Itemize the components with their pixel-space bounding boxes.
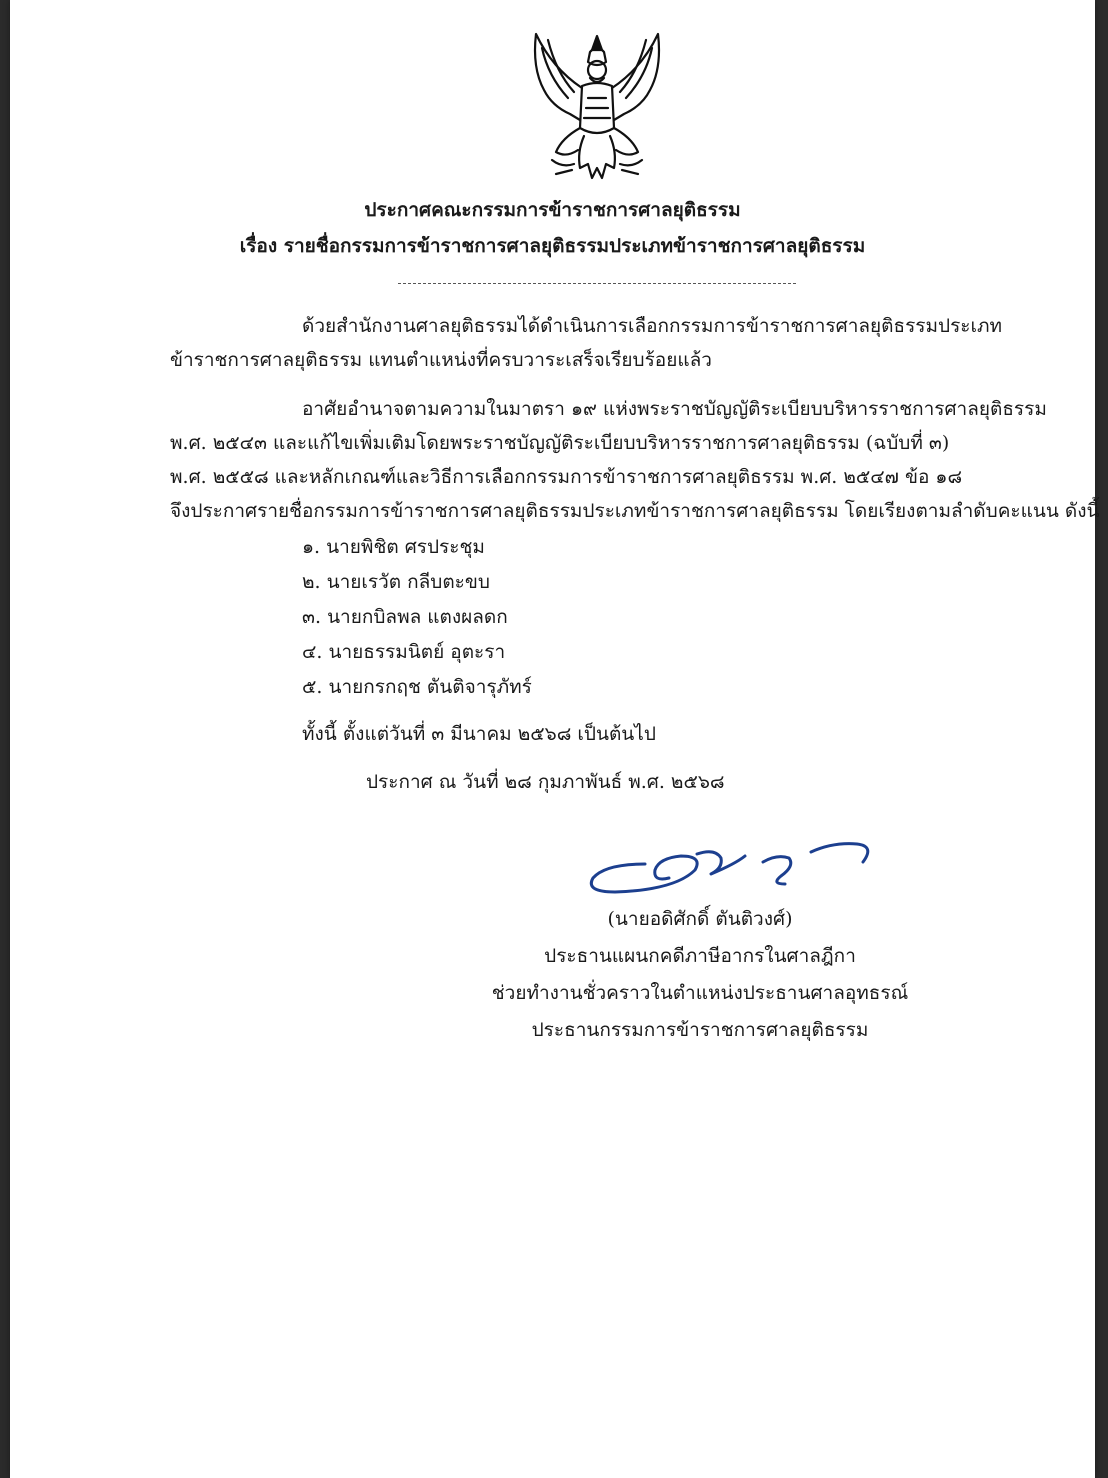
member-item: ๔. นายธรรมนิตย์ อุตะรา [302,641,506,663]
effective-date: ทั้งนี้ ตั้งแต่วันที่ ๓ มีนาคม ๒๕๖๘ เป็นต้นไป [302,723,656,745]
document-title: ประกาศคณะกรรมการข้าราชการศาลยุติธรรม [364,199,741,221]
signatory-position-2: ช่วยทำงานชั่วคราวในตำแหน่งประธานศาลอุทธรณ์ [491,982,909,1004]
para2-line3: พ.ศ. ๒๕๕๘ และหลักเกณฑ์และวิธีการเลือกกรรมการข้าราชการศาลยุติธรรม พ.ศ. ๒๕๔๗ ข้อ ๑๘ [170,466,963,488]
signatory-position-3: ประธานกรรมการข้าราชการศาลยุติธรรม [531,1019,869,1041]
document-page [10,0,1100,1478]
garuda-emblem [522,28,672,190]
para2-line4: จึงประกาศรายชื่อกรรมการข้าราชการศาลยุติธรรมประเภทข้าราชการศาลยุติธรรม โดยเรียงตามลำดับคะแนน ดังนี้ [170,500,1100,522]
signatory-position-1: ประธานแผนกคดีภาษีอากรในศาลฎีกา [544,945,856,967]
divider [398,283,796,284]
member-item: ๕. นายกรกฤช ตันติจารุภัทร์ [302,676,532,698]
para2-line1: อาศัยอำนาจตามความในมาตรา ๑๙ แห่งพระราชบัญญัติระเบียบบริหารราชการศาลยุติธรรม [302,398,1047,420]
announcement-date: ประกาศ ณ วันที่ ๒๘ กุมภาพันธ์ พ.ศ. ๒๕๖๘ [366,771,725,793]
para2-line2: พ.ศ. ๒๕๔๓ และแก้ไขเพิ่มเติมโดยพระราชบัญญัติระเบียบบริหารราชการศาลยุติธรรม (ฉบับที่ ๓) [170,432,950,454]
member-item: ๓. นายกบิลพล แตงผลดก [302,606,508,628]
member-item: ๒. นายเรวัต กลีบตะขบ [302,571,490,593]
document-subject: เรื่อง รายชื่อกรรมการข้าราชการศาลยุติธรรมประเภทข้าราชการศาลยุติธรรม [239,235,866,257]
signatory-name: (นายอดิศักดิ์ ตันติวงศ์) [607,908,793,930]
signature [585,834,885,900]
para1-line2: ข้าราชการศาลยุติธรรม แทนตำแหน่งที่ครบวาระเสร็จเรียบร้อยแล้ว [170,349,712,371]
member-item: ๑. นายพิชิต ศรประชุม [302,536,485,558]
para1-line1: ด้วยสำนักงานศาลยุติธรรมได้ดำเนินการเลือกกรรมการข้าราชการศาลยุติธรรมประเภท [302,315,1003,337]
